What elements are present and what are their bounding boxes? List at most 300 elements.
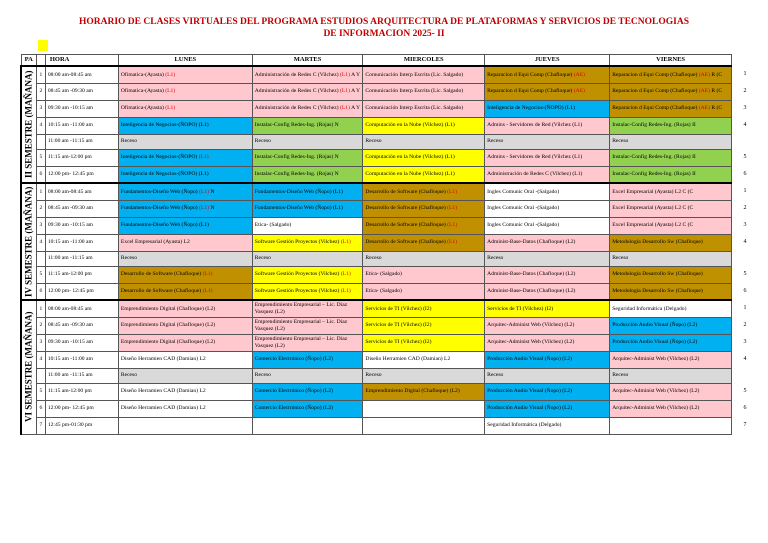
course-name: Etica- (Salgado) bbox=[365, 288, 402, 295]
lab-code: (AE) bbox=[698, 105, 710, 112]
overflow-fragment: C (C bbox=[682, 188, 694, 195]
lab-code: (L1) bbox=[165, 71, 176, 78]
lab-code: (AE) bbox=[573, 71, 585, 78]
course-name: Receso bbox=[487, 255, 504, 262]
time-slot: 08:00 am-08:45 am bbox=[45, 183, 118, 200]
time-slot: 12:00 pm- 12:45 pm bbox=[45, 283, 118, 300]
period-number: 2 bbox=[36, 317, 45, 334]
time-slot: 10:15 am -11:00 am bbox=[45, 351, 118, 368]
period-number: 3 bbox=[36, 334, 45, 351]
course-name: Emprendimiento Empresarial – Lic. Díaz Vasquez (L2) bbox=[254, 319, 348, 332]
period-number: 3 bbox=[36, 100, 45, 117]
course-name: Instalac-Config Redes-Ing. (Rojas) bbox=[254, 122, 334, 129]
class-cell-jueves[interactable] bbox=[485, 149, 610, 166]
period-number: 5 bbox=[36, 266, 45, 283]
class-cell-miercoles[interactable] bbox=[363, 334, 485, 351]
class-cell-miercoles[interactable] bbox=[363, 134, 485, 149]
course-name: Computación en la Nube (Vilchez) (L1) bbox=[365, 122, 455, 129]
course-name: Reparacion d Equi Comp (Chafloque) bbox=[612, 71, 698, 78]
class-cell-martes[interactable] bbox=[252, 283, 363, 300]
time-slot: 12:00 pm- 12:45 pm bbox=[45, 400, 118, 417]
course-name: Emprendimiento Empresarial – Lic. Díaz Vasquez (L2) bbox=[254, 336, 348, 349]
time-slot: 09:30 am -10:15 am bbox=[45, 217, 118, 234]
class-cell-martes[interactable] bbox=[252, 117, 363, 134]
course-name: Desarrollo de Software (Chafloque) bbox=[365, 205, 446, 212]
class-cell-viernes[interactable] bbox=[610, 383, 732, 400]
lab-code: (L1) bbox=[340, 71, 350, 78]
class-cell-martes[interactable] bbox=[252, 317, 363, 334]
class-cell-jueves[interactable] bbox=[485, 368, 610, 383]
overflow-fragment: R (C bbox=[711, 105, 723, 112]
class-cell-miercoles[interactable] bbox=[363, 417, 485, 434]
course-name: Excel Empresarial (Ayasta) L2 bbox=[120, 239, 190, 246]
time-slot: 09:30 am -10:15 am bbox=[45, 334, 118, 351]
row-number-right: 2 bbox=[743, 204, 747, 211]
class-cell-lunes[interactable] bbox=[118, 266, 252, 283]
course-name: Servicios de TI (Vilchez) (I2) bbox=[365, 339, 432, 346]
time-slot: 10:15 am -11:00 am bbox=[45, 117, 118, 134]
class-cell-martes[interactable] bbox=[252, 100, 363, 117]
course-name: Instalac-Config Redes-Ing. (Rojas) bbox=[254, 154, 334, 161]
course-name: Reparacion d Equi Comp (Chafloque) bbox=[487, 71, 573, 78]
class-cell-martes[interactable] bbox=[252, 334, 363, 351]
class-cell-martes[interactable] bbox=[252, 400, 363, 417]
class-cell-viernes[interactable] bbox=[610, 83, 732, 100]
class-cell-lunes[interactable] bbox=[118, 234, 252, 251]
course-name: Computación en la Nube (Vilchez) (L1) bbox=[365, 171, 455, 178]
class-cell-lunes[interactable] bbox=[118, 66, 252, 83]
time-slot: 08:45 am -09:30 am bbox=[45, 83, 118, 100]
course-name: Receso bbox=[612, 255, 629, 262]
class-cell-viernes[interactable] bbox=[610, 317, 732, 334]
class-cell-martes[interactable] bbox=[252, 217, 363, 234]
time-slot: 12:00 pm- 12:45 pm bbox=[45, 166, 118, 183]
class-cell-jueves[interactable] bbox=[485, 66, 610, 83]
class-cell-lunes[interactable] bbox=[118, 283, 252, 300]
class-cell-miercoles[interactable] bbox=[363, 283, 485, 300]
class-cell-martes[interactable] bbox=[252, 351, 363, 368]
class-cell-lunes[interactable] bbox=[118, 351, 252, 368]
course-name: Administración de Redes C (Vilchez) bbox=[254, 105, 339, 112]
table-row bbox=[21, 200, 732, 217]
row-number-right: 1 bbox=[743, 70, 747, 77]
header-pa: PA bbox=[21, 55, 36, 67]
course-name: Receso bbox=[365, 138, 382, 145]
course-name: Receso bbox=[487, 138, 504, 145]
class-cell-martes[interactable] bbox=[252, 266, 363, 283]
course-name: Receso bbox=[120, 372, 138, 379]
class-cell-jueves[interactable] bbox=[485, 266, 610, 283]
row-number-right: 3 bbox=[743, 338, 747, 345]
class-cell-lunes[interactable] bbox=[118, 83, 252, 100]
row-number-right: 6 bbox=[743, 170, 747, 177]
class-cell-lunes[interactable] bbox=[118, 217, 252, 234]
course-name: Inteligencia de Negocios-(ÑOPO) (L1) bbox=[487, 105, 575, 112]
class-cell-martes[interactable] bbox=[252, 368, 363, 383]
overflow-fragment: N bbox=[210, 205, 215, 212]
course-name: Inteligencia de Negocios-(ÑOPO) (L1) bbox=[120, 122, 209, 129]
class-cell-jueves[interactable] bbox=[485, 417, 610, 434]
period-number: 2 bbox=[36, 83, 45, 100]
table-row bbox=[21, 317, 732, 334]
course-name: Metodología Desarrollo Sw (Chafloque) bbox=[612, 288, 703, 295]
class-cell-lunes[interactable] bbox=[118, 317, 252, 334]
class-cell-jueves[interactable] bbox=[485, 100, 610, 117]
course-name: Emprendimiento Digital (Chafloque) (L2) bbox=[120, 339, 216, 346]
table-row bbox=[21, 166, 732, 183]
class-cell-miercoles[interactable] bbox=[363, 117, 485, 134]
time-slot: 12:45 pm-01:30 pm bbox=[45, 417, 118, 434]
lab-code: (L1) bbox=[447, 205, 458, 212]
class-cell-viernes[interactable] bbox=[610, 100, 732, 117]
header-jueves: JUEVES bbox=[485, 55, 610, 67]
class-cell-viernes[interactable] bbox=[610, 149, 732, 166]
class-cell-lunes[interactable] bbox=[118, 383, 252, 400]
course-name: Diseño Herramien CAD (Damian) L2 bbox=[120, 388, 206, 395]
class-cell-viernes[interactable] bbox=[610, 266, 732, 283]
overflow-fragment: R (C bbox=[711, 88, 723, 95]
course-name: Receso bbox=[612, 138, 629, 145]
lab-code: (L1) bbox=[340, 288, 351, 295]
class-cell-miercoles[interactable] bbox=[363, 300, 485, 317]
class-cell-viernes[interactable] bbox=[610, 368, 732, 383]
row-number-right: 2 bbox=[743, 321, 747, 328]
course-name: Comunicación Interp Escrita (Lic. Salgado) bbox=[365, 105, 464, 112]
period-number: 5 bbox=[36, 149, 45, 166]
class-cell-viernes[interactable] bbox=[610, 251, 732, 266]
lab-code: (L1) bbox=[199, 188, 210, 195]
lab-code: (AE) bbox=[698, 88, 710, 95]
course-name: Inteligencia de Negocios-(ÑOPO) bbox=[120, 154, 198, 161]
table-row bbox=[21, 234, 732, 251]
course-name: Producción Audio Visual (Ñopo) (L2) bbox=[487, 356, 573, 363]
class-cell-lunes[interactable] bbox=[118, 166, 252, 183]
lab-code: (L1) bbox=[340, 88, 350, 95]
table-row bbox=[21, 183, 732, 200]
lab-code: (L1) bbox=[165, 105, 176, 112]
table-row bbox=[21, 417, 732, 434]
table-row bbox=[21, 100, 732, 117]
course-name: Ofimatica-(Ayasta) bbox=[120, 105, 164, 112]
class-cell-viernes[interactable] bbox=[610, 283, 732, 300]
class-cell-miercoles[interactable] bbox=[363, 351, 485, 368]
class-cell-viernes[interactable] bbox=[610, 166, 732, 183]
header-martes: MARTES bbox=[252, 55, 363, 67]
semester-label: IV SEMESTRE (MAÑANA) bbox=[21, 183, 36, 300]
course-name: Receso bbox=[254, 255, 271, 262]
lab-code: (L1) bbox=[199, 205, 210, 212]
class-cell-martes[interactable] bbox=[252, 251, 363, 266]
class-cell-martes[interactable] bbox=[252, 234, 363, 251]
course-name: Receso bbox=[120, 138, 138, 145]
class-cell-viernes[interactable] bbox=[610, 351, 732, 368]
table-row bbox=[21, 400, 732, 417]
table-row bbox=[21, 83, 732, 100]
course-name: Diseño Herramien CAD (Damian) L2 bbox=[120, 356, 206, 363]
course-name: Administ-Base-Datos (Chafloque) (L2) bbox=[487, 271, 576, 278]
class-cell-miercoles[interactable] bbox=[363, 383, 485, 400]
period-number: 1 bbox=[36, 66, 45, 83]
class-cell-viernes[interactable] bbox=[610, 66, 732, 83]
class-cell-lunes[interactable] bbox=[118, 368, 252, 383]
time-slot: 11:15 am-12:00 pm bbox=[45, 383, 118, 400]
class-cell-jueves[interactable] bbox=[485, 317, 610, 334]
course-name: Desarrollo de Software (Chafloque) bbox=[365, 188, 446, 195]
time-slot: 11:15 am-12:00 pm bbox=[45, 266, 118, 283]
lab-code: (AE) bbox=[698, 71, 710, 78]
row-number-right: 4 bbox=[743, 121, 747, 128]
course-name: Admins - Servidores de Red (Vilchez (L1) bbox=[487, 154, 583, 161]
class-cell-jueves[interactable] bbox=[485, 134, 610, 149]
break-row bbox=[21, 134, 732, 149]
class-cell-lunes[interactable] bbox=[118, 417, 252, 434]
course-name: Comunicación Interp Escrita (Lic. Salgado) bbox=[365, 71, 464, 78]
overflow-fragment: C (C bbox=[682, 205, 694, 212]
course-name: Software Gestión Proyectos (Vilchez) bbox=[254, 239, 340, 246]
course-name: Receso bbox=[120, 255, 138, 262]
table-row bbox=[21, 334, 732, 351]
class-cell-viernes[interactable] bbox=[610, 300, 732, 317]
class-cell-jueves[interactable] bbox=[485, 300, 610, 317]
course-name: Arquitec-Administ Web (Vilchez) (L2) bbox=[487, 339, 575, 346]
course-name: Emprendimiento Digital (Chafloque) (L2) bbox=[120, 322, 216, 329]
course-name: Receso bbox=[612, 372, 629, 379]
course-name: Fundamentos-Diseño Web (Ñopo) bbox=[120, 188, 198, 195]
table-row bbox=[21, 383, 732, 400]
table-row bbox=[21, 351, 732, 368]
class-cell-jueves[interactable] bbox=[485, 83, 610, 100]
class-cell-jueves[interactable] bbox=[485, 183, 610, 200]
semester-label: II SEMESTRE (MAÑANA) bbox=[21, 66, 36, 183]
time-slot: 11:00 am -11:15 am bbox=[45, 251, 118, 266]
course-name: Emprendimiento Digital (Chafloque) (L2) bbox=[365, 388, 460, 395]
class-cell-miercoles[interactable] bbox=[363, 317, 485, 334]
overflow-fragment: A Y bbox=[351, 88, 361, 95]
class-cell-lunes[interactable] bbox=[118, 183, 252, 200]
class-cell-viernes[interactable] bbox=[610, 400, 732, 417]
course-name: Excel Empresarial (Ayasta) L2 bbox=[612, 188, 682, 195]
class-cell-miercoles[interactable] bbox=[363, 217, 485, 234]
period-number bbox=[36, 251, 45, 266]
class-cell-jueves[interactable] bbox=[485, 400, 610, 417]
class-cell-viernes[interactable] bbox=[610, 183, 732, 200]
class-cell-viernes[interactable] bbox=[610, 334, 732, 351]
period-number: 3 bbox=[36, 217, 45, 234]
course-name: Excel Empresarial (Ayasta) L2 bbox=[612, 222, 682, 229]
course-name: Arquitec-Administ Web (Vilchez) (L2) bbox=[612, 405, 700, 412]
header-viernes: VIERNES bbox=[610, 55, 732, 67]
row-number-right: 3 bbox=[743, 221, 747, 228]
course-name: Fundamentos-Diseño Web (Ñopo) (L1) bbox=[120, 222, 210, 229]
row-number-right: 1 bbox=[743, 304, 747, 311]
class-cell-jueves[interactable] bbox=[485, 383, 610, 400]
overflow-fragment: A Y bbox=[351, 105, 361, 112]
course-name: Servicios de TI (Vilchez) (I2) bbox=[365, 322, 432, 329]
period-number: 6 bbox=[36, 166, 45, 183]
course-name: Ingles Comunic Oral -(Salgado) bbox=[487, 205, 560, 212]
class-cell-lunes[interactable] bbox=[118, 134, 252, 149]
class-cell-lunes[interactable] bbox=[118, 300, 252, 317]
course-name: Software Gestión Proyectos (Vilchez) bbox=[254, 288, 340, 295]
class-cell-lunes[interactable] bbox=[118, 400, 252, 417]
class-cell-martes[interactable] bbox=[252, 83, 363, 100]
course-name: Receso bbox=[487, 372, 504, 379]
time-slot: 10:15 am -11:00 am bbox=[45, 234, 118, 251]
course-name: Reparacion d Equi Comp (Chafloque) bbox=[612, 105, 698, 112]
table-row bbox=[21, 283, 732, 300]
class-cell-miercoles[interactable] bbox=[363, 183, 485, 200]
class-cell-martes[interactable] bbox=[252, 417, 363, 434]
class-cell-miercoles[interactable] bbox=[363, 200, 485, 217]
class-cell-jueves[interactable] bbox=[485, 166, 610, 183]
period-number bbox=[36, 134, 45, 149]
overflow-fragment: N bbox=[210, 188, 215, 195]
lab-code: (L1) bbox=[198, 154, 209, 161]
overflow-fragment: C (C bbox=[682, 222, 694, 229]
course-name: Ofimatica-(Ayasta) bbox=[120, 88, 164, 95]
row-number-right: 4 bbox=[743, 238, 747, 245]
class-cell-jueves[interactable] bbox=[485, 283, 610, 300]
time-slot: 08:00 am-08:45 am bbox=[45, 66, 118, 83]
course-name: Desarrollo de Software (Chafloque) bbox=[120, 271, 202, 278]
course-name: Seguridad Informática (Delgado) bbox=[612, 305, 687, 312]
course-name: Emprendimiento Digital (Chafloque) (L2) bbox=[120, 305, 216, 312]
lab-code: (L1) bbox=[165, 88, 176, 95]
class-cell-viernes[interactable] bbox=[610, 217, 732, 234]
course-name: Instalac-Config Redes-Ing. (Rojas) bbox=[612, 154, 691, 161]
class-cell-martes[interactable] bbox=[252, 166, 363, 183]
course-name: Diseño Herramien CAD (Damian) L2 bbox=[120, 405, 206, 412]
lab-code: (L1) bbox=[447, 188, 458, 195]
course-name: Producción Audio Visual (Ñopo) (L2) bbox=[612, 322, 698, 329]
class-cell-martes[interactable] bbox=[252, 183, 363, 200]
course-name: Comunicación Interp Escrita (Lic. Salgado) bbox=[365, 88, 464, 95]
class-cell-lunes[interactable] bbox=[118, 334, 252, 351]
class-cell-viernes[interactable] bbox=[610, 417, 732, 434]
class-cell-miercoles[interactable] bbox=[363, 234, 485, 251]
header-miercoles: MIERCOLES bbox=[363, 55, 485, 67]
course-name: Etica- (Salgado) bbox=[365, 271, 402, 278]
overflow-fragment: A Y bbox=[351, 71, 361, 78]
class-cell-martes[interactable] bbox=[252, 66, 363, 83]
course-name: Reparacion d Equi Comp (Chafloque) bbox=[612, 88, 698, 95]
course-name: Servicios de TI (Vilchez) (I2) bbox=[365, 305, 432, 312]
class-cell-lunes[interactable] bbox=[118, 117, 252, 134]
overflow-fragment: N bbox=[334, 122, 339, 129]
class-cell-miercoles[interactable] bbox=[363, 100, 485, 117]
selected-cell-marker bbox=[38, 40, 48, 51]
class-cell-viernes[interactable] bbox=[610, 117, 732, 134]
course-name: Administración de Redes C (Vilchez) bbox=[254, 71, 339, 78]
course-name: Instalac-Config Redes-Ing. (Rojas) bbox=[254, 171, 334, 178]
class-cell-jueves[interactable] bbox=[485, 351, 610, 368]
course-name: Receso bbox=[254, 372, 271, 379]
row-number-right: 1 bbox=[743, 187, 747, 194]
class-cell-miercoles[interactable] bbox=[363, 266, 485, 283]
page-title-line-1: HORARIO DE CLASES VIRTUALES DEL PROGRAMA ESTUDIOS ARQUITECTURA DE PLATAFORMAS Y SERVICIOS DE TECNOLOGIAS bbox=[78, 17, 689, 27]
class-cell-jueves[interactable] bbox=[485, 217, 610, 234]
class-cell-viernes[interactable] bbox=[610, 134, 732, 149]
class-cell-miercoles[interactable] bbox=[363, 400, 485, 417]
row-number-right: 6 bbox=[743, 287, 747, 294]
period-number bbox=[36, 368, 45, 383]
row-number-right: 2 bbox=[743, 87, 747, 94]
time-slot: 09:30 am -10:15 am bbox=[45, 100, 118, 117]
course-name: Administración de Redes C (Vilchez) (L1) bbox=[487, 171, 583, 178]
page-title-line-2: DE INFORMACION 2025- II bbox=[323, 29, 445, 39]
course-name: Administ-Base-Datos (Chafloque) (L2) bbox=[487, 239, 576, 246]
class-cell-lunes[interactable] bbox=[118, 251, 252, 266]
course-name: Fundamentos-Diseño Web (Ñopo) bbox=[120, 205, 198, 212]
overflow-fragment: N bbox=[334, 171, 339, 178]
class-cell-jueves[interactable] bbox=[485, 234, 610, 251]
course-name: Receso bbox=[254, 138, 271, 145]
period-number: 6 bbox=[36, 283, 45, 300]
course-name: Fundamentos-Diseño Web (Ñopo) (L1) bbox=[254, 188, 343, 195]
course-name: Comercio Electrónico (Ñopo) (L2) bbox=[254, 388, 333, 395]
lab-code: (L1) bbox=[202, 288, 213, 295]
overflow-fragment: II bbox=[692, 154, 696, 161]
class-cell-martes[interactable] bbox=[252, 149, 363, 166]
course-name: Arquitec-Administ Web (Vilchez) (L2) bbox=[487, 322, 575, 329]
overflow-fragment: N bbox=[334, 154, 339, 161]
class-cell-jueves[interactable] bbox=[485, 251, 610, 266]
class-cell-jueves[interactable] bbox=[485, 334, 610, 351]
class-cell-miercoles[interactable] bbox=[363, 166, 485, 183]
table-row bbox=[21, 266, 732, 283]
class-cell-martes[interactable] bbox=[252, 300, 363, 317]
class-cell-lunes[interactable] bbox=[118, 100, 252, 117]
lab-code: (L1) bbox=[340, 105, 350, 112]
course-name: Excel Empresarial (Ayasta) L2 bbox=[612, 205, 682, 212]
row-number-right: 4 bbox=[743, 355, 747, 362]
class-cell-viernes[interactable] bbox=[610, 200, 732, 217]
class-cell-jueves[interactable] bbox=[485, 117, 610, 134]
header-hora: HORA bbox=[45, 55, 118, 67]
class-cell-miercoles[interactable] bbox=[363, 83, 485, 100]
class-cell-martes[interactable] bbox=[252, 200, 363, 217]
period-number: 5 bbox=[36, 383, 45, 400]
lab-code: (AE) bbox=[573, 88, 585, 95]
period-number: 2 bbox=[36, 200, 45, 217]
class-cell-lunes[interactable] bbox=[118, 200, 252, 217]
time-slot: 08:45 am -09:30 am bbox=[45, 200, 118, 217]
class-cell-miercoles[interactable] bbox=[363, 368, 485, 383]
period-number: 1 bbox=[36, 183, 45, 200]
class-cell-martes[interactable] bbox=[252, 134, 363, 149]
table-row bbox=[21, 217, 732, 234]
lab-code: (L1) bbox=[202, 271, 213, 278]
course-name: Comercio Electrónico (Ñopo) (L2) bbox=[254, 356, 333, 363]
table-row bbox=[21, 117, 732, 134]
class-cell-miercoles[interactable] bbox=[363, 251, 485, 266]
row-number-right: 5 bbox=[743, 153, 747, 160]
class-cell-lunes[interactable] bbox=[118, 149, 252, 166]
course-name: Administ-Base-Datos (Chafloque) (L2) bbox=[487, 288, 576, 295]
course-name: Software Gestión Proyectos (Vilchez) bbox=[254, 271, 340, 278]
course-name: Servicios de TI (Vilchez) (I2) bbox=[487, 305, 554, 312]
overflow-fragment: II bbox=[692, 171, 696, 178]
course-name: Producción Audio Visual (Ñopo) (L2) bbox=[487, 388, 573, 395]
class-cell-miercoles[interactable] bbox=[363, 66, 485, 83]
class-cell-viernes[interactable] bbox=[610, 234, 732, 251]
course-name: Ingles Comunic Oral -(Salgado) bbox=[487, 188, 560, 195]
class-cell-miercoles[interactable] bbox=[363, 149, 485, 166]
class-cell-martes[interactable] bbox=[252, 383, 363, 400]
course-name: Emprendimiento Empresarial – Lic. Díaz Vasquez (L2) bbox=[254, 302, 348, 315]
course-name: Receso bbox=[365, 372, 382, 379]
class-cell-jueves[interactable] bbox=[485, 200, 610, 217]
